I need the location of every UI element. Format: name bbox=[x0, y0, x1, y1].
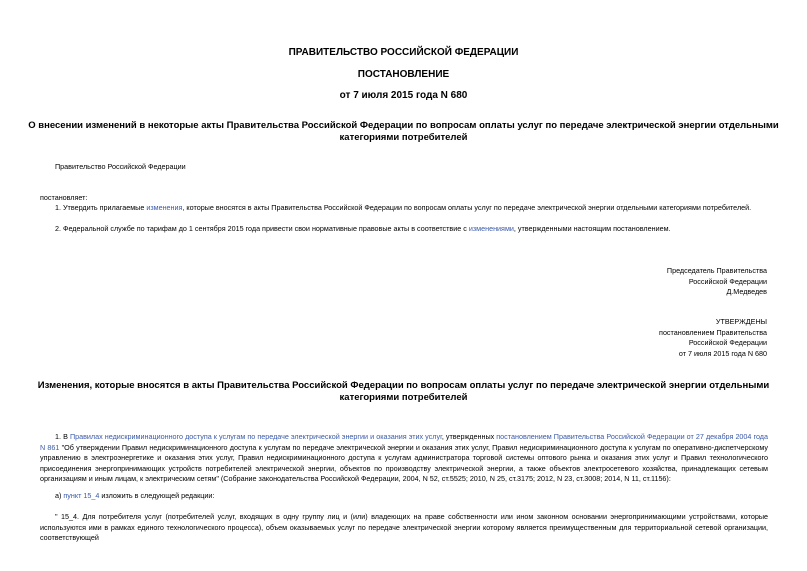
issuer: Правительство Российской Федерации bbox=[55, 162, 186, 171]
approved-line-2: постановлением Правительства bbox=[659, 327, 767, 337]
p2-text-after: , утвержденными настоящим постановлением. bbox=[513, 224, 671, 233]
rules-link[interactable]: Правилах недискриминационного доступа к услугам по передаче электрической энергии и оказания этих услуг bbox=[69, 432, 442, 441]
item1-text-3: "Об утверждении Правил недискриминационного доступа к услугам по передаче электрической энергии и оказания этих услуг, Правил недискриминационного доступа к услугам по оперативно-диспетчерскому управлению в электроэнергетике и оказания этих услуг, Правил недискриминационного доступа к услугам администратора торговой системы оптового рынка и оказания этих услуг и Правил технологического присоединения энергопринимающих устройств потребителей электрической энергии, объектов по производству электрической энергии, а также объектов электросетевого хозяйства, принадлежащих сетевым организациям и иным лицам, к электрическим сетям" (Собрание законодательства Российской Федерации, 2004, N 52, ст.5525; 2010, N 25, ст.3175; 2012, N 23, ст.3008; 2014, N 11, ст.1156): bbox=[40, 442, 768, 483]
item-a bbox=[55, 491, 214, 502]
item1-text-2: , утвержденных bbox=[441, 432, 497, 441]
doc-title-line-1: О внесении изменений в некоторые акты Правительства Российской Федерации по вопросам оплаты услуг по передаче электрической энергии отдельными bbox=[28, 120, 779, 131]
approved-block bbox=[659, 317, 767, 359]
signature-line-2: Российской Федерации bbox=[688, 276, 767, 286]
doc-title-line-2: категориями потребителей bbox=[339, 132, 468, 143]
signature-block bbox=[667, 266, 767, 298]
clause-15-4-link[interactable]: пункт 15_4 bbox=[63, 491, 100, 500]
quoted-clause: " 15_4. Для потребителя услуг (потребителей услуг, входящих в одну группу лиц и (или) владеющих на праве собственности или ином законном основании энергопринимающими устройствами, которые используются ими в рамках единого технологического процесса), объем оказываемых услуг по передаче электрической энергии которому является преимущественным для территориальной сетевой организации, соответствующей bbox=[40, 512, 768, 542]
item1-text-1: 1. В bbox=[55, 432, 70, 441]
decree-861-link[interactable]: постановлением Правительства Российской Федерации от 27 декабря 2004 года N 861 bbox=[40, 432, 768, 452]
item-1 bbox=[40, 432, 768, 485]
approved-line-3: Российской Федерации bbox=[688, 338, 767, 347]
signature-line-3: Д.Медведев bbox=[726, 287, 767, 296]
item-a-text-1: а) bbox=[55, 491, 64, 500]
approved-line-1: УТВЕРЖДЕНЫ bbox=[715, 317, 767, 326]
item-a-text-2: изложить в следующей редакции: bbox=[99, 491, 215, 500]
doc-title bbox=[0, 120, 807, 144]
doc-date-number: от 7 июля 2015 года N 680 bbox=[339, 90, 468, 101]
approved-line-4: от 7 июля 2015 года N 680 bbox=[678, 348, 767, 358]
p1-changes-link[interactable]: изменения bbox=[146, 203, 183, 212]
doc-type: ПОСТАНОВЛЕНИЕ bbox=[357, 69, 450, 80]
p1-text-after: , которые вносятся в акты Правительства Российской Федерации по вопросам оплаты услуг по передаче электрической энергии отдельными категориями потребителей. bbox=[182, 203, 752, 212]
changes-title bbox=[0, 380, 807, 404]
p2-text-before: 2. Федеральной службе по тарифам до 1 сентября 2015 года привести свои нормативные правовые акты в соответствие с bbox=[55, 224, 469, 233]
paragraph-1 bbox=[55, 203, 775, 214]
changes-title-line-2: категориями потребителей bbox=[339, 392, 468, 403]
signature-line-1: Председатель Правительства bbox=[666, 266, 767, 275]
p1-text-before: 1. Утвердить прилагаемые bbox=[55, 203, 147, 212]
paragraph-2 bbox=[55, 224, 775, 235]
p2-changes-link[interactable]: изменениями bbox=[468, 224, 514, 233]
changes-title-line-1: Изменения, которые вносятся в акты Правительства Российской Федерации по вопросам оплаты услуг по передаче электрической энергии отдельными bbox=[37, 380, 770, 391]
decrees: постановляет: bbox=[40, 193, 88, 202]
government-header: ПРАВИТЕЛЬСТВО РОССИЙСКОЙ ФЕДЕРАЦИИ bbox=[288, 47, 519, 58]
